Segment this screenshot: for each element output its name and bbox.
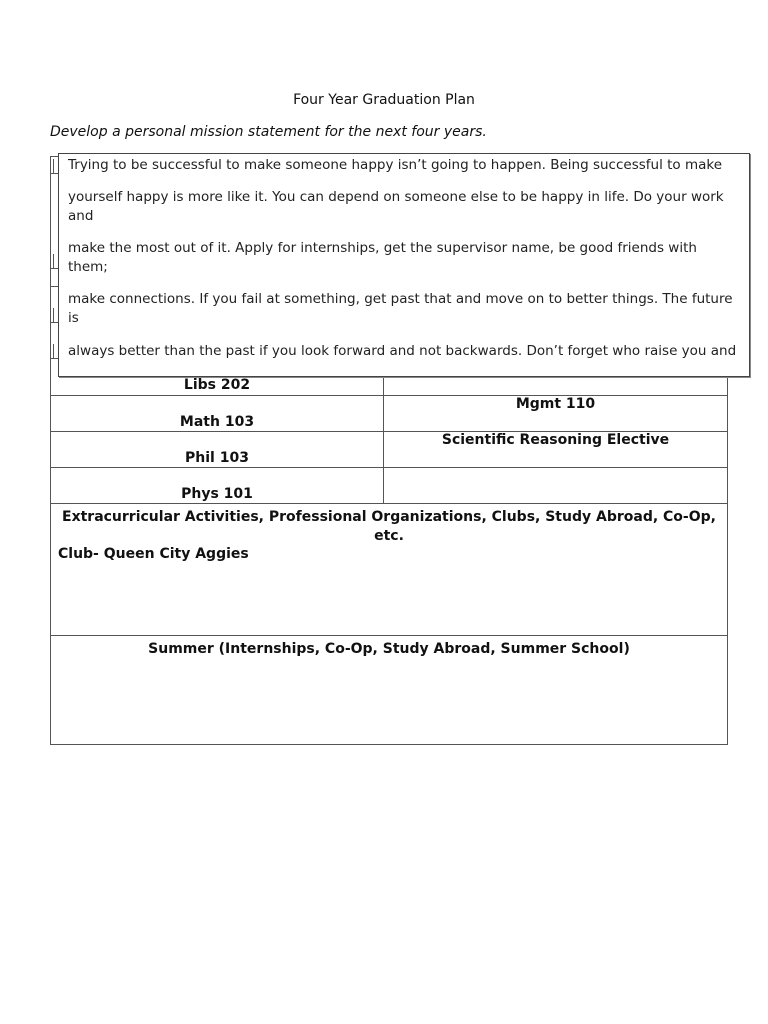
summer-heading: Summer (Internships, Co-Op, Study Abroad, Summer School) (148, 641, 630, 657)
extracurricular-entry: Club- Queen City Aggies (58, 546, 249, 562)
mission-line: make the most out of it. Apply for internships, get the supervisor name, be good friends with them; (68, 240, 697, 275)
course-cell-right[interactable] (384, 396, 727, 431)
mission-line: make connections. If you fail at something, get past that and move on to better things. The future is (68, 291, 733, 326)
course-name: Libs 202 (183, 377, 251, 393)
mission-line: always better than the past if you look forward and not backwards. Don’t forget who raise you and (68, 343, 737, 359)
row-divider (53, 159, 54, 173)
course-cell-right[interactable] (384, 432, 727, 467)
row-divider (53, 254, 54, 268)
course-row (51, 395, 727, 431)
row-divider (53, 344, 54, 358)
course-name: Math 103 (179, 414, 255, 430)
course-row (51, 431, 727, 467)
course-cell-left[interactable] (51, 432, 384, 467)
extracurricular-section[interactable] (51, 503, 727, 635)
mission-statement-box[interactable] (58, 153, 750, 377)
summer-section[interactable] (51, 635, 727, 744)
document-title: Four Year Graduation Plan (293, 92, 475, 108)
course-cell-right[interactable] (384, 468, 727, 503)
course-name: Scientific Reasoning Elective (441, 432, 670, 448)
course-name: Phys 101 (181, 486, 253, 502)
course-cell-left[interactable] (51, 468, 384, 503)
mission-line: yourself happy is more like it. You can depend on someone else to be happy in life. Do your work and (68, 189, 724, 224)
mission-instruction: Develop a personal mission statement for the next four years. (50, 124, 487, 140)
course-row (51, 467, 727, 503)
row-divider (53, 308, 54, 322)
course-name: Mgmt 110 (515, 396, 596, 412)
course-name: Phil 103 (185, 450, 249, 466)
extracurricular-heading: Extracurricular Activities, Professional Organizations, Clubs, Study Abroad, Co-Op, etc. (62, 509, 716, 544)
mission-line: Trying to be successful to make someone happy isn’t going to happen. Being successful to make (68, 157, 723, 173)
course-cell-left[interactable] (51, 396, 384, 431)
